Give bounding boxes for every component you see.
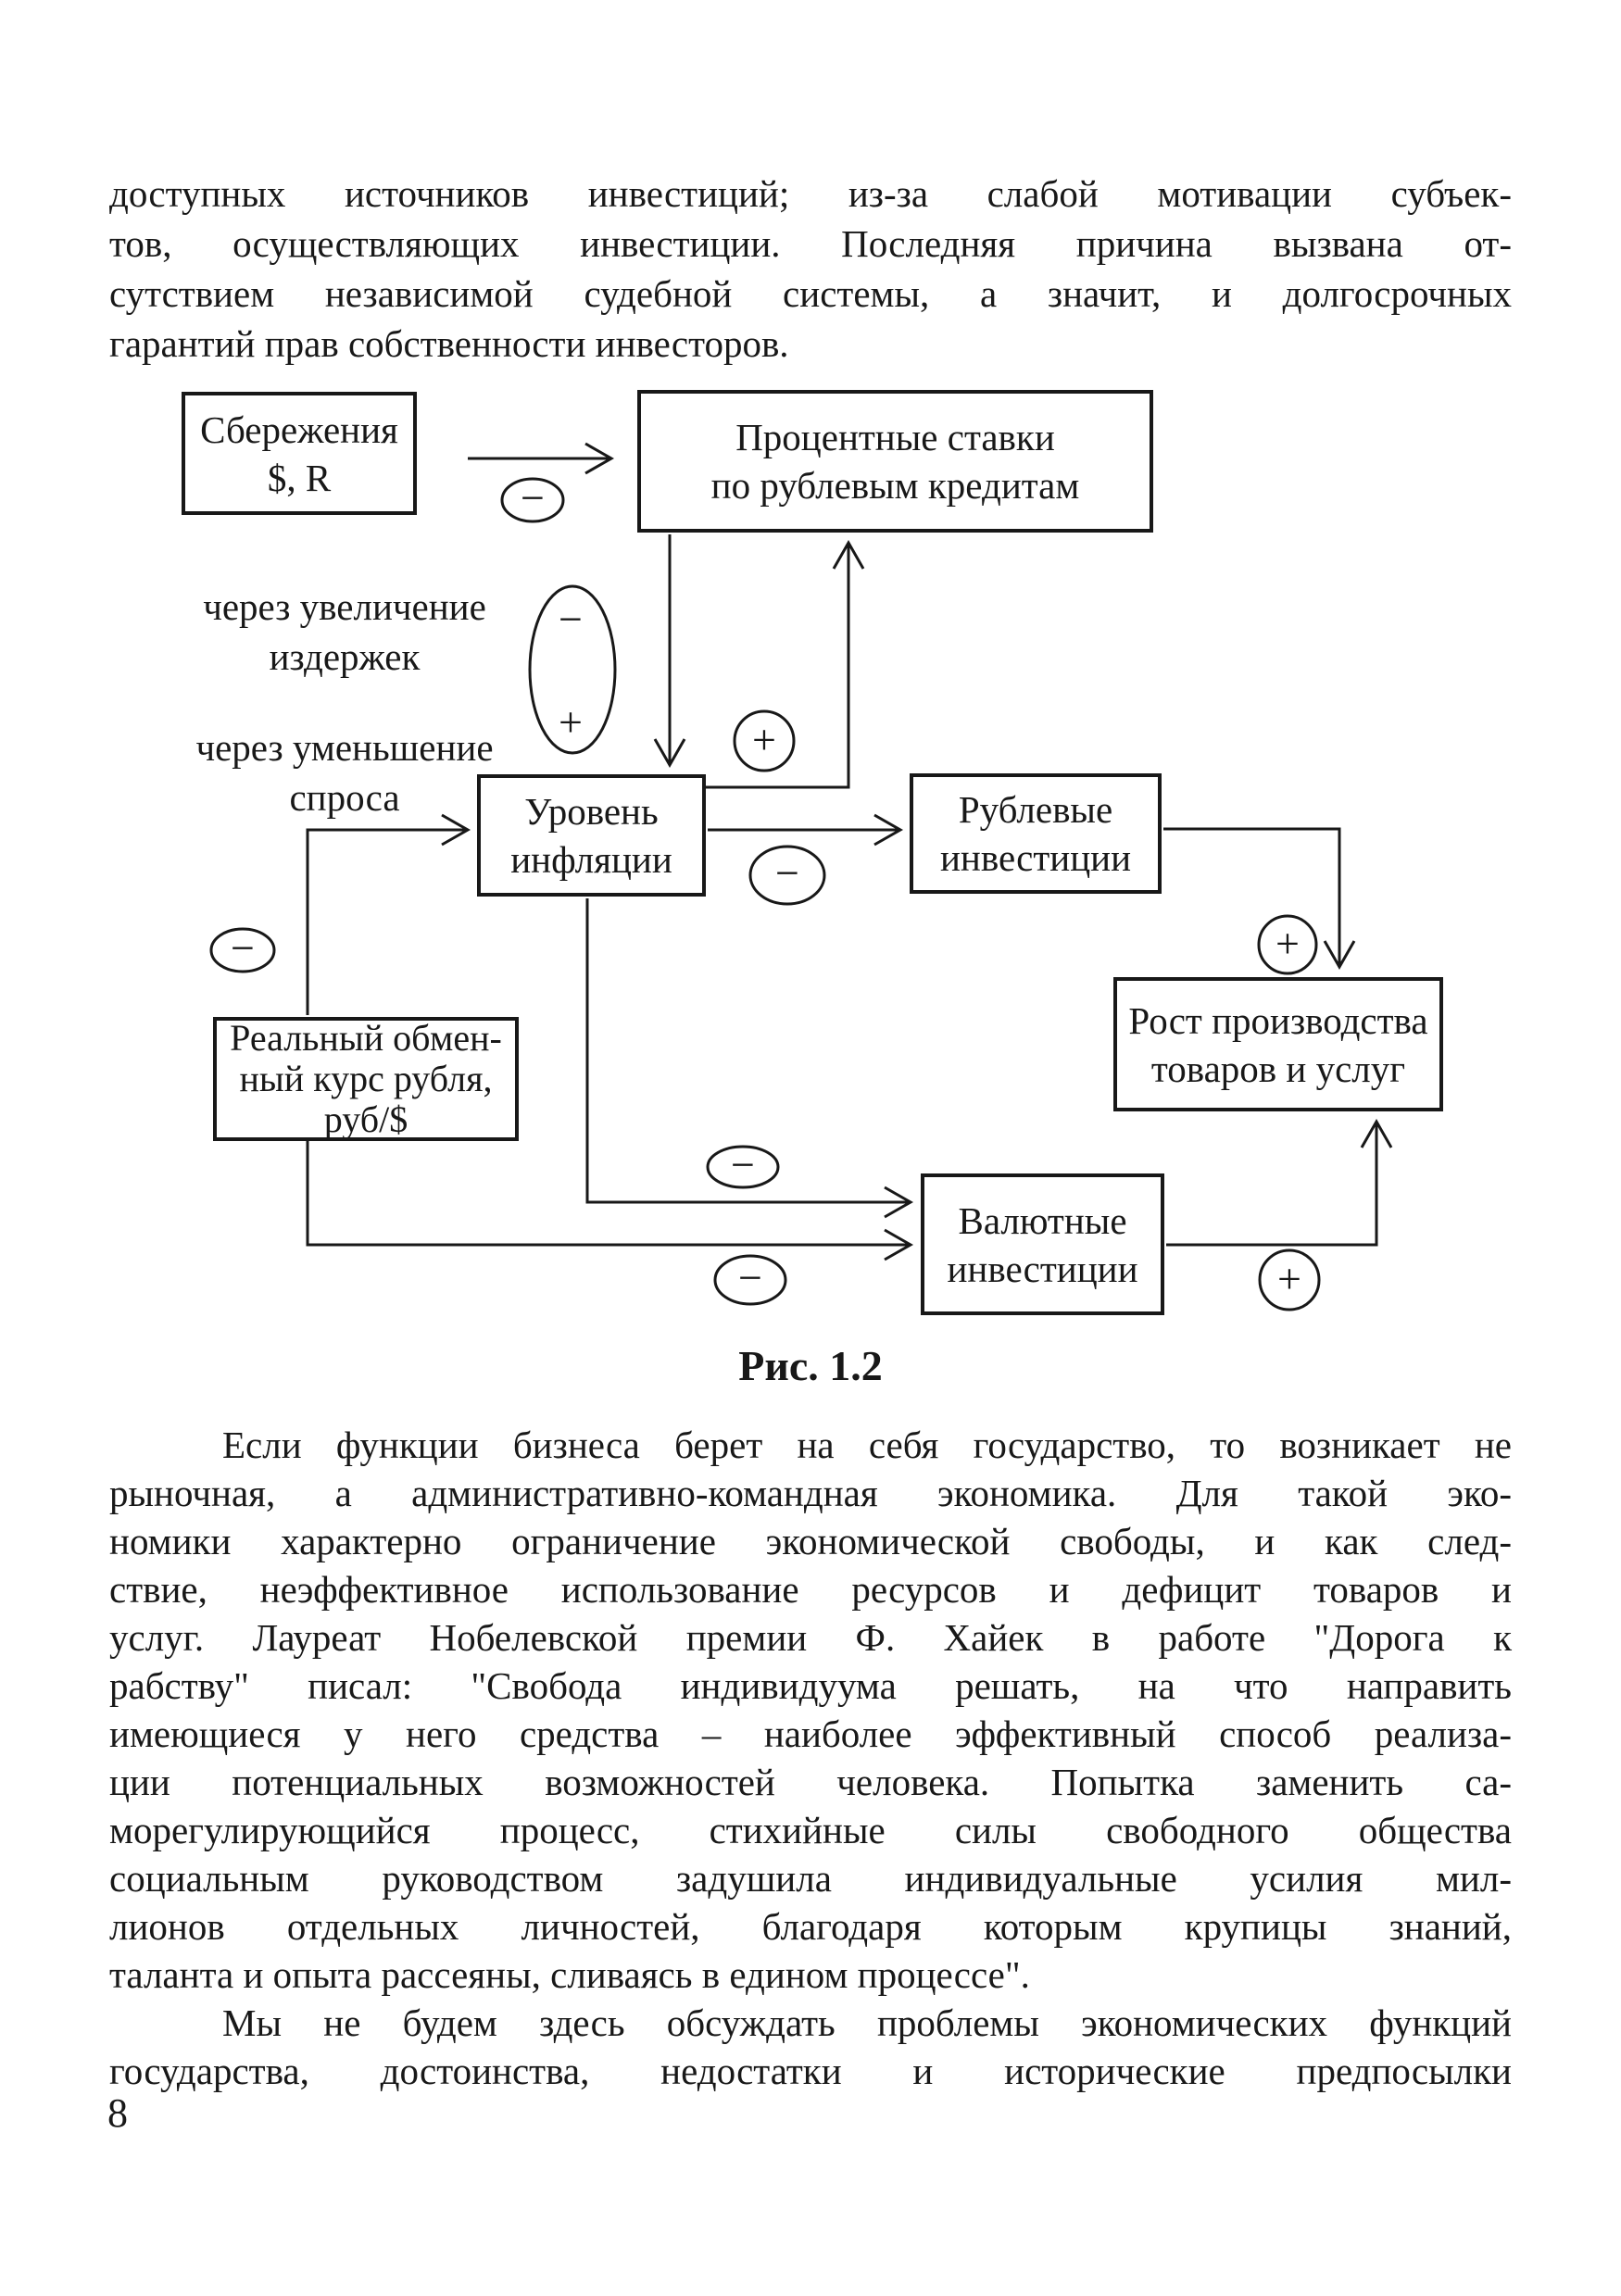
box-inflation-level <box>477 774 706 897</box>
minus-sign: − <box>231 924 255 972</box>
page-number: 8 <box>107 2090 128 2136</box>
label-via-demand-decrease <box>187 722 502 822</box>
box-label-line: ный курс рубля, <box>239 1058 493 1099</box>
box-label-line: Рублевые <box>958 788 1113 831</box>
box-label-line: Сбережения <box>200 408 398 451</box>
box-label-line: руб/$ <box>323 1098 408 1140</box>
box-real-exchange-rate <box>213 1017 519 1141</box>
box-label-line: товаров и услуг <box>1150 1047 1406 1090</box>
minus-sign: − <box>521 474 545 521</box>
figure-caption: Рис. 1.2 <box>738 1342 883 1389</box>
text-line: сутствием независимой судебной системы, а значит, и долгосрочных <box>109 272 1512 315</box>
box-interest-rates <box>637 390 1153 533</box>
text-line: тов, осуществляющих инвестиции. Последняя причина вызвана от- <box>109 222 1512 265</box>
text-line: рыночная, а административно-командная экономика. Для такой эко- <box>109 1472 1512 1514</box>
minus-sign: − <box>738 1254 762 1301</box>
paragraph-body-2 <box>109 1999 1512 2095</box>
box-label-line: Рост производства <box>1128 998 1428 1042</box>
edge-ruble-investments-to-output-growth <box>1163 829 1339 967</box>
edge-inflation-to-interest-rates <box>706 543 848 787</box>
box-currency-investments <box>921 1173 1164 1315</box>
paragraph-body-1 <box>109 1421 1512 1999</box>
box-label-line: инвестиции <box>939 836 1132 879</box>
box-ruble-investments <box>910 773 1162 894</box>
edge-exchange-rate-to-currency-investments <box>308 1141 911 1245</box>
plus-sign: + <box>752 716 776 763</box>
label-via-cost-increase <box>187 582 502 682</box>
box-label-line: инвестиции <box>947 1247 1138 1290</box>
plus-sign: + <box>1277 1255 1301 1302</box>
box-label-line: по рублевым кредитам <box>710 464 1080 507</box>
edge-exchange-rate-to-inflation <box>308 830 468 1015</box>
side-label-line: спроса <box>289 776 400 819</box>
plus-sign: + <box>559 698 583 746</box>
side-label-line: издержек <box>269 635 421 678</box>
text-line: номики характерно ограничение экономической свободы, и как след- <box>109 1520 1512 1562</box>
text-line: лионов отдельных личностей, благодаря которым крупицы знаний, <box>109 1905 1512 1948</box>
box-label-line: $, R <box>267 456 332 499</box>
text-line: таланта и опыта рассеяны, сливаясь в едином процессе". <box>109 1953 1030 1996</box>
minus-sign: − <box>559 596 583 643</box>
box-label-line: инфляции <box>510 838 672 881</box>
text-line: морегулирующийся процесс, стихийные силы свободного общества <box>109 1809 1512 1851</box>
text-line: имеющиеся у него средства – наиболее эффективный способ реализа- <box>109 1713 1512 1755</box>
text-line: государства, достоинства, недостатки и исторические предпосылки <box>109 2050 1512 2092</box>
text-line: Мы не будем здесь обсуждать проблемы экономических функций <box>222 2001 1512 2044</box>
box-label-line: Уровень <box>524 790 659 833</box>
plus-sign: + <box>1275 920 1300 967</box>
text-line: доступных источников инвестиций; из-за слабой мотивации субъек- <box>109 172 1512 215</box>
box-label-line: Валютные <box>958 1198 1127 1242</box>
text-line: ствие, неэффективное использование ресурсов и дефицит товаров и <box>109 1568 1512 1611</box>
side-label-line: через уменьшение <box>195 726 494 769</box>
text-line: социальным руководством задушила индивидуальные усилия мил- <box>109 1857 1512 1900</box>
text-line: гарантий прав собственности инвесторов. <box>109 322 789 365</box>
box-label-line: Реальный обмен- <box>230 1017 502 1059</box>
text-line: Если функции бизнеса берет на себя государство, то возникает не <box>222 1424 1512 1466</box>
minus-sign: − <box>775 849 799 897</box>
edge-currency-investments-to-output-growth <box>1166 1122 1376 1245</box>
text-line: ции потенциальных возможностей человека. Попытка заменить са- <box>109 1761 1512 1803</box>
box-savings <box>182 392 417 515</box>
minus-sign: − <box>731 1141 755 1188</box>
box-label-line: Процентные ставки <box>735 416 1055 458</box>
box-output-growth <box>1113 977 1443 1111</box>
text-line: услуг. Лауреат Нобелевской премии Ф. Хайек в работе "Дорога к <box>109 1616 1512 1659</box>
text-line: рабству" писал: "Свобода индивидуума решать, на что направить <box>109 1664 1512 1707</box>
side-label-line: через увеличение <box>203 585 486 628</box>
